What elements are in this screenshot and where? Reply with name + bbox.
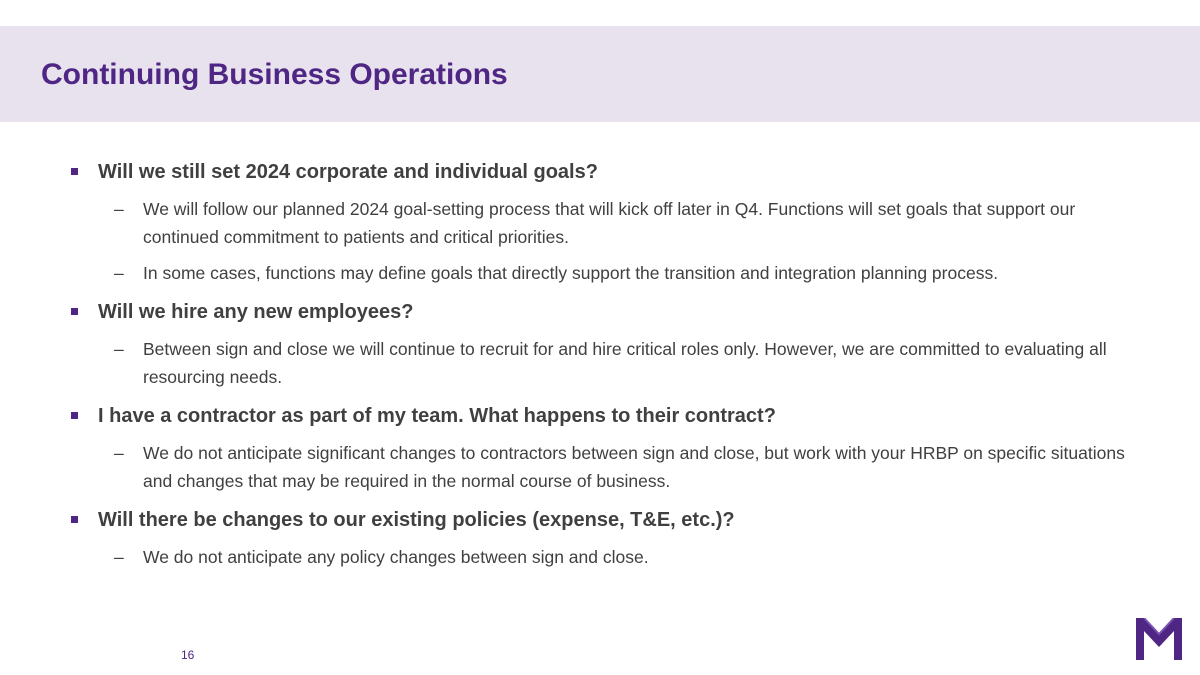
faq-question xyxy=(70,298,1130,327)
slide-title: Continuing Business Operations xyxy=(41,58,508,91)
faq-question xyxy=(70,158,1130,187)
dash-bullet-icon: – xyxy=(114,263,124,283)
faq-answer xyxy=(70,439,1130,495)
faq-answer-text: We do not anticipate any policy changes between sign and close. xyxy=(143,547,649,567)
faq-question-text: Will we hire any new employees? xyxy=(98,301,414,323)
faq-question-text: Will there be changes to our existing policies (expense, T&E, etc.)? xyxy=(98,509,735,531)
page-number: 16 xyxy=(181,648,195,662)
faq-answer-text: In some cases, functions may define goals that directly support the transition and integration planning process. xyxy=(143,263,999,283)
faq-question-text: Will we still set 2024 corporate and individual goals? xyxy=(98,161,598,183)
faq-item xyxy=(70,298,1130,391)
square-bullet-icon xyxy=(71,168,78,175)
faq-answer xyxy=(70,335,1130,391)
faq-answer-text: We do not anticipate significant changes to contractors between sign and close, but work with your HRBP on specific situations and changes that may be required in the normal course of business. xyxy=(143,443,1125,491)
faq-answer-text: Between sign and close we will continue to recruit for and hire critical roles only. However, we are committed to evaluating all resourcing needs. xyxy=(143,339,1107,387)
faq-answer-text: We will follow our planned 2024 goal-setting process that will kick off later in Q4. Functions will set goals that support our continued commitment to patients and critical priorities. xyxy=(143,199,1076,247)
square-bullet-icon xyxy=(71,308,78,315)
faq-question xyxy=(70,402,1130,431)
square-bullet-icon xyxy=(71,516,78,523)
faq-answer xyxy=(70,195,1130,251)
faq-item xyxy=(70,402,1130,495)
dash-bullet-icon: – xyxy=(114,443,124,463)
faq-content xyxy=(70,158,1130,582)
dash-bullet-icon: – xyxy=(114,547,124,567)
faq-question xyxy=(70,506,1130,535)
faq-item xyxy=(70,158,1130,287)
dash-bullet-icon: – xyxy=(114,199,124,219)
m-logo-icon xyxy=(1136,618,1182,660)
faq-item xyxy=(70,506,1130,571)
faq-answer xyxy=(70,543,1130,571)
faq-answer xyxy=(70,259,1130,287)
faq-question-text: I have a contractor as part of my team. What happens to their contract? xyxy=(98,405,776,427)
dash-bullet-icon: – xyxy=(114,339,124,359)
square-bullet-icon xyxy=(71,412,78,419)
